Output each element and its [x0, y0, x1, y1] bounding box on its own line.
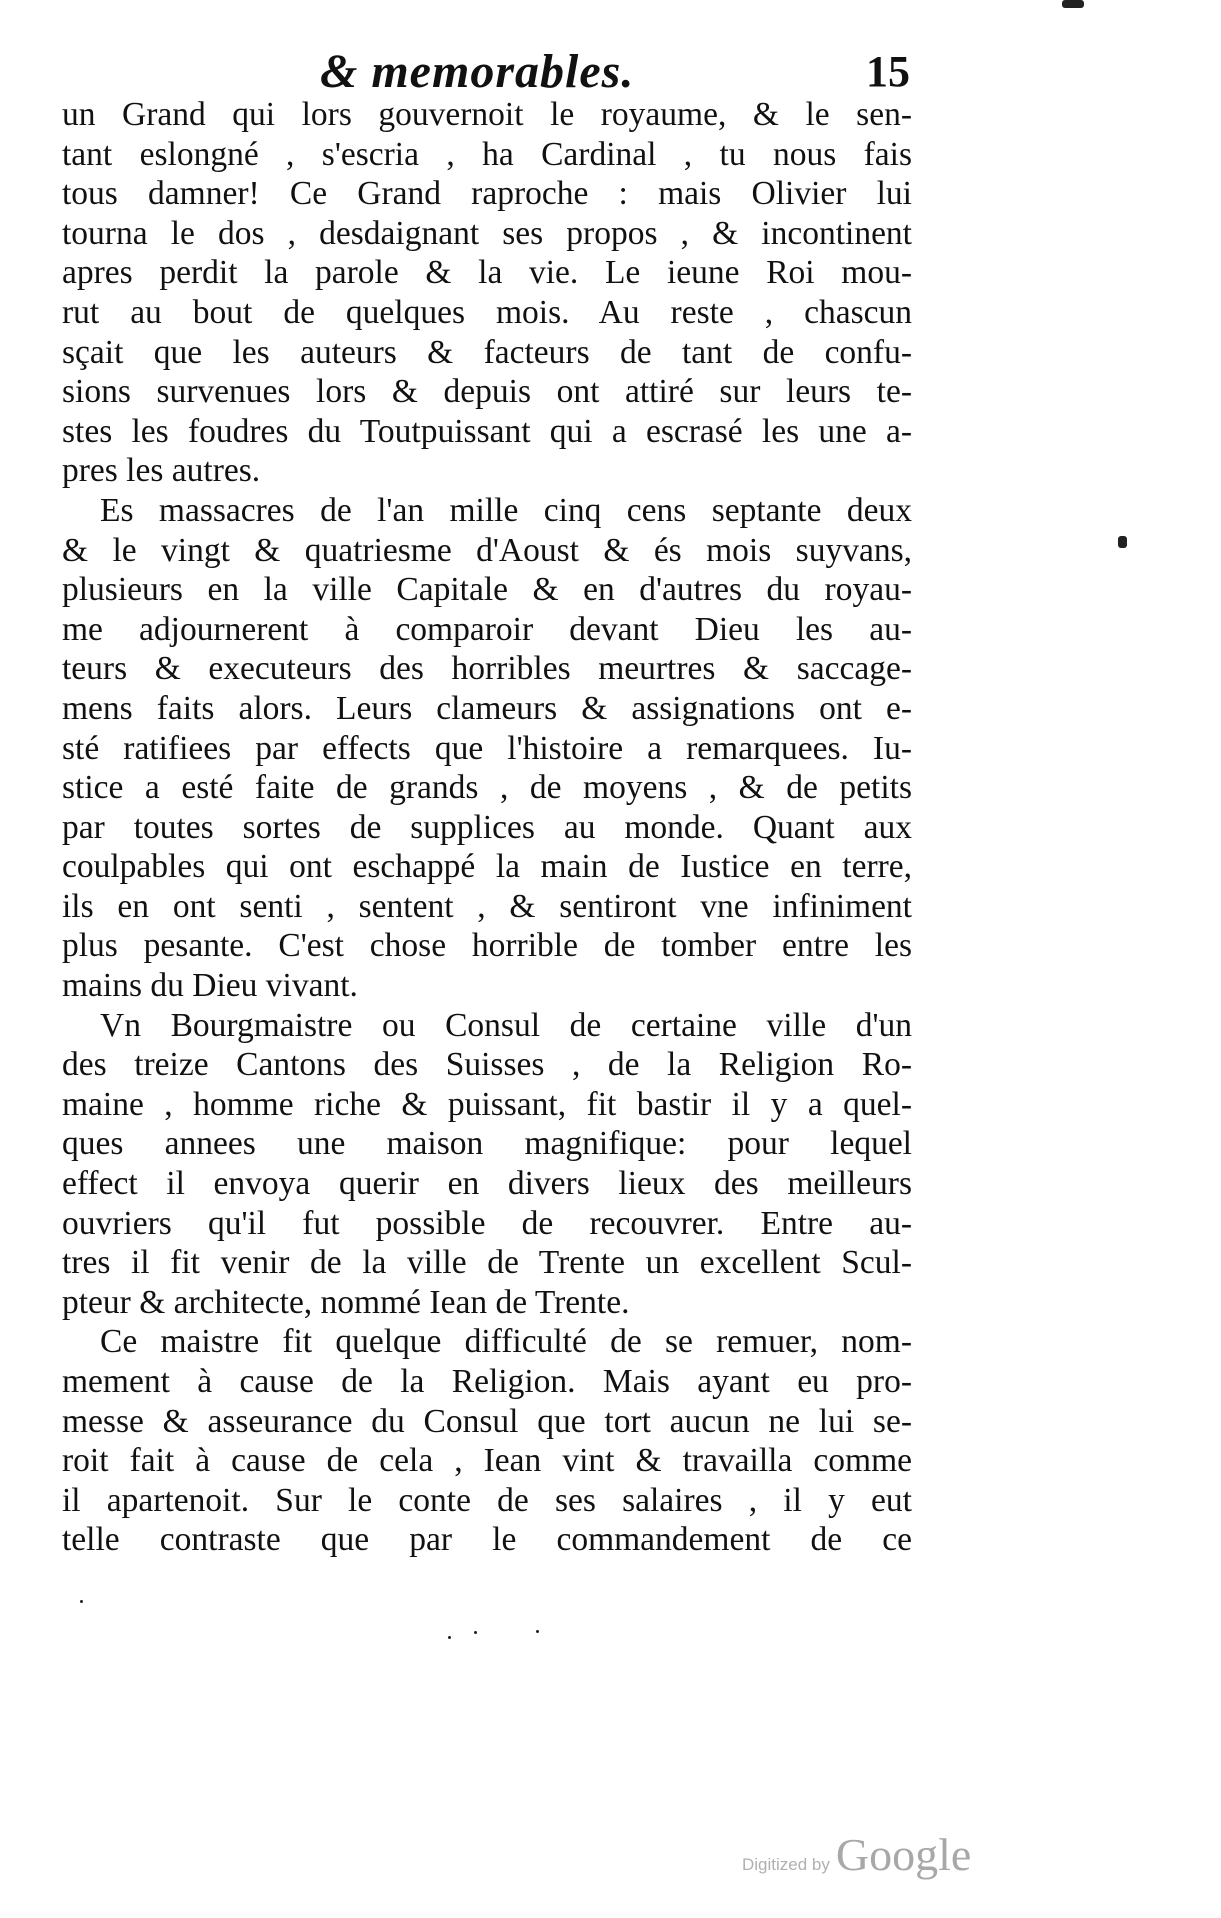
text-line: ouvriers qu'il fut possible de recouvrer. Entre au- [62, 1204, 912, 1242]
text-line: stes les foudres du Toutpuissant qui a escrasé les une a- [62, 412, 912, 450]
text-line: teurs & executeurs des horribles meurtres & saccage- [62, 650, 912, 688]
text-line: pres les autres. [62, 452, 261, 490]
digitized-watermark [742, 1828, 971, 1881]
page-number: 15 [866, 47, 910, 96]
running-title: & memorables. [320, 45, 635, 98]
text-line: sté ratifiees par effects que l'histoire a remarquees. Iu- [62, 729, 912, 767]
scan-speck [80, 1600, 83, 1603]
body-text [62, 95, 912, 1560]
text-line: telle contraste que par le commandement de ce [62, 1521, 912, 1559]
text-line: maine , homme riche & puissant, fit bastir il y a quel- [62, 1085, 912, 1123]
text-line: mens faits alors. Leurs clameurs & assignations ont e- [62, 689, 912, 727]
text-line: sçait que les auteurs & facteurs de tant de confu- [62, 333, 912, 371]
text-line: mains du Dieu vivant. [62, 967, 358, 1005]
text-line: messe & asseurance du Consul que tort aucun ne lui se- [62, 1402, 912, 1440]
text-line: Ce maistre fit quelque difficulté de se remuer, nom- [100, 1323, 912, 1361]
text-line: effect il envoya querir en divers lieux des meilleurs [62, 1165, 912, 1203]
text-line: me adjournerent à comparoir devant Dieu les au- [62, 610, 912, 648]
text-line: ques annees une maison magnifique: pour lequel [62, 1125, 912, 1163]
text-line: tres il fit venir de la ville de Trente un excellent Scul- [62, 1244, 912, 1282]
text-line: ils en ont senti , sentent , & sentiront vne infiniment [62, 887, 912, 925]
text-line: sions survenues lors & depuis ont attiré sur leurs te- [62, 373, 912, 411]
text-line: stice a esté faite de grands , de moyens , & de petits [62, 769, 912, 807]
text-line: plus pesante. C'est chose horrible de tomber entre les [62, 927, 912, 965]
text-line: pteur & architecte, nommé Iean de Trente. [62, 1283, 630, 1321]
scan-speck [1118, 536, 1127, 548]
scan-speck [1062, 0, 1084, 8]
scan-speck [448, 1636, 451, 1639]
paragraph-2 [62, 491, 912, 1006]
text-line: apres perdit la parole & la vie. Le ieune Roi mou- [62, 254, 912, 292]
watermark-prefix: Digitized by [742, 1855, 830, 1874]
text-line: rut au bout de quelques mois. Au reste , chascun [62, 293, 912, 331]
scan-speck [474, 1631, 477, 1634]
text-line: tous damner! Ce Grand raproche : mais Olivier lui [62, 175, 912, 213]
text-line: plusieurs en la ville Capitale & en d'autres du royau- [62, 571, 912, 609]
paragraph-1 [62, 95, 912, 491]
text-line: Vn Bourgmaistre ou Consul de certaine ville d'un [100, 1006, 912, 1044]
text-line: tant eslongné , s'escria , ha Cardinal , tu nous fais [62, 135, 912, 173]
text-line: un Grand qui lors gouvernoit le royaume, & le sen- [62, 96, 912, 133]
google-logo: Google [835, 1829, 972, 1880]
text-line: & le vingt & quatriesme d'Aoust & és mois suyvans, [62, 531, 912, 569]
text-line: Es massacres de l'an mille cinq cens septante deux [100, 491, 912, 529]
text-line: des treize Cantons des Suisses , de la Religion Ro- [62, 1046, 912, 1084]
paragraph-3 [62, 1006, 912, 1323]
text-line: roit fait à cause de cela , Iean vint & travailla comme [62, 1442, 912, 1480]
paragraph-4 [62, 1322, 912, 1560]
text-line: tourna le dos , desdaignant ses propos , & incontinent [62, 214, 912, 252]
text-line: il apartenoit. Sur le conte de ses salaires , il y eut [62, 1481, 912, 1519]
text-line: par toutes sortes de supplices au monde. Quant aux [62, 808, 912, 846]
text-line: coulpables qui ont eschappé la main de Iustice en terre, [62, 848, 912, 886]
scan-speck [536, 1630, 539, 1633]
text-line: mement à cause de la Religion. Mais ayant eu pro- [62, 1363, 912, 1400]
